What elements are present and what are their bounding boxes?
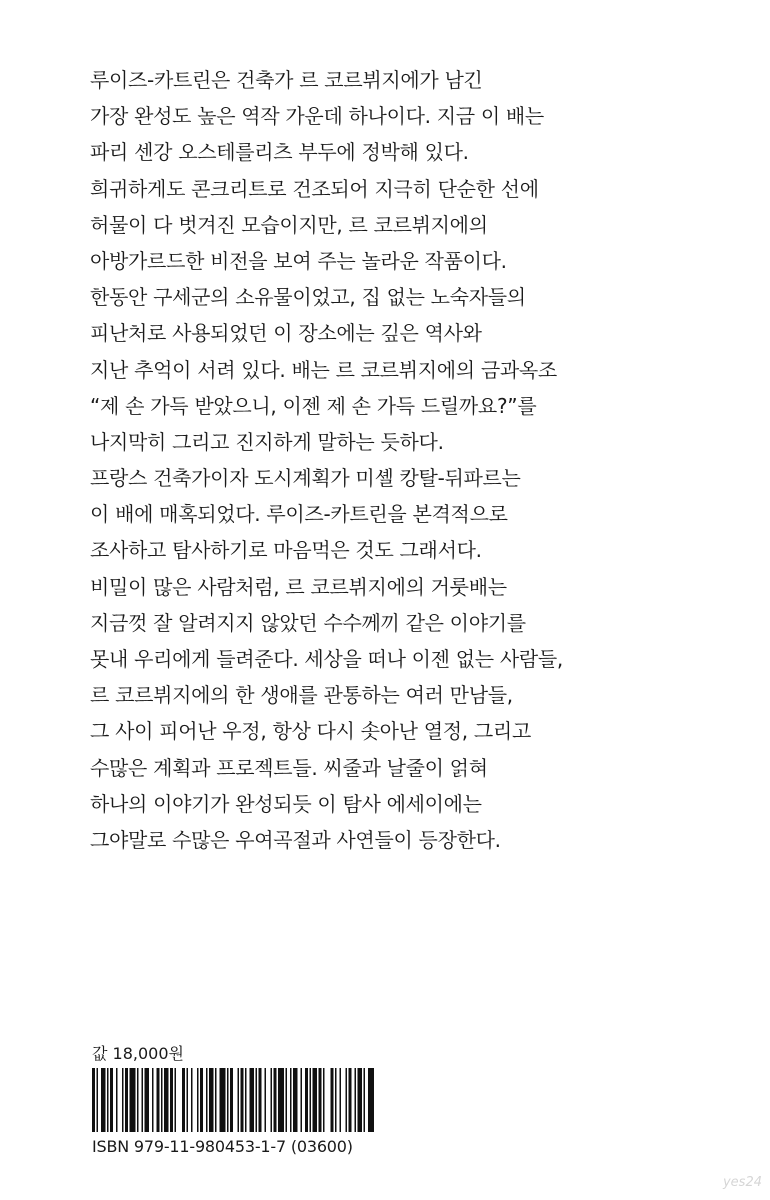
blurb-line: 한동안 구세군의 소유물이었고, 집 없는 노숙자들의 xyxy=(90,285,526,310)
blurb-line: 르 코르뷔지에의 한 생애를 관통하는 여러 만남들, xyxy=(90,683,513,708)
watermark-logo: yes24 xyxy=(722,1175,762,1190)
blurb-line: 그야말로 수많은 우여곡절과 사연들이 등장한다. xyxy=(90,827,501,852)
back-cover-blurb xyxy=(90,62,650,858)
blurb-line: 지금껏 잘 알려지지 않았던 수수께끼 같은 이야기를 xyxy=(90,610,526,635)
blurb-line: 피난처로 사용되었던 이 장소에는 깊은 역사와 xyxy=(90,321,482,346)
blurb-line: 가장 완성도 높은 역작 가운데 하나이다. 지금 이 배는 xyxy=(90,104,544,129)
blurb-line: 프랑스 건축가이자 도시계획가 미셸 캉탈-뒤파르는 xyxy=(90,466,521,491)
blurb-line: 희귀하게도 콘크리트로 건조되어 지극히 단순한 선에 xyxy=(90,176,539,201)
isbn-number: ISBN 979-11-980453-1-7 (03600) xyxy=(92,1137,353,1156)
blurb-line: 수많은 계획과 프로젝트들. 씨줄과 날줄이 얽혀 xyxy=(90,755,488,780)
blurb-line: 허물이 다 벗겨진 모습이지만, 르 코르뷔지에의 xyxy=(90,212,488,237)
price-label: 값 18,000원 xyxy=(92,1044,184,1063)
blurb-line: “제 손 가득 받았으니, 이젠 제 손 가득 드릴까요?”를 xyxy=(90,393,537,418)
blurb-line: 그 사이 피어난 우정, 항상 다시 솟아난 열정, 그리고 xyxy=(90,719,531,744)
blurb-line: 파리 센강 오스테를리츠 부두에 정박해 있다. xyxy=(90,140,469,165)
blurb-line: 이 배에 매혹되었다. 루이즈-카트린을 본격적으로 xyxy=(90,502,508,527)
blurb-line: 못내 우리에게 들려준다. 세상을 떠나 이젠 없는 사람들, xyxy=(90,647,563,671)
blurb-line: 지난 추억이 서려 있다. 배는 르 코르뷔지에의 금과옥조 xyxy=(90,357,557,382)
blurb-line: 비밀이 많은 사람처럼, 르 코르뷔지에의 거룻배는 xyxy=(90,574,507,599)
blurb-line: 하나의 이야기가 완성되듯 이 탐사 에세이에는 xyxy=(90,791,482,816)
isbn-barcode xyxy=(92,1068,374,1132)
blurb-line: 나지막히 그리고 진지하게 말하는 듯하다. xyxy=(90,429,444,454)
blurb-line: 루이즈-카트린은 건축가 르 코르뷔지에가 남긴 xyxy=(90,68,483,92)
blurb-line: 조사하고 탐사하기로 마음먹은 것도 그래서다. xyxy=(90,538,482,563)
blurb-line: 아방가르드한 비전을 보여 주는 놀라운 작품이다. xyxy=(90,248,507,273)
